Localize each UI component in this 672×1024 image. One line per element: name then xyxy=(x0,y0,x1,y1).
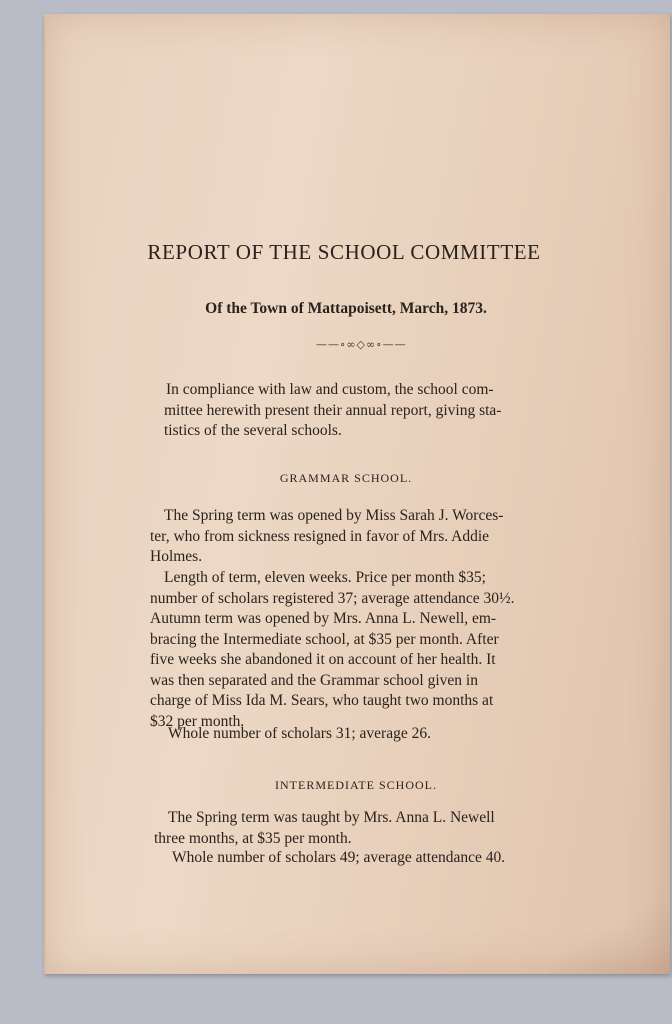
section-heading-grammar: GRAMMAR SCHOOL. xyxy=(279,471,413,485)
text-line: ter, who from sickness resigned in favor of Mrs. Addie xyxy=(150,527,490,545)
intermediate-paragraph xyxy=(154,808,546,849)
document-page xyxy=(44,14,670,974)
grammar-paragraph xyxy=(150,568,542,732)
report-title: REPORT OF THE SCHOOL COMMITTEE xyxy=(147,240,541,264)
grammar-paragraph xyxy=(150,506,542,568)
ornament-divider: ——∘∞◇∞∘—— xyxy=(316,338,407,351)
text-line: three months, at $35 per month. xyxy=(154,829,352,847)
intro-line: mittee herewith present their annual report, giving sta- xyxy=(164,401,502,419)
text-line: charge of Miss Ida M. Sears, who taught two months at xyxy=(150,692,494,709)
grammar-paragraph xyxy=(150,724,542,745)
text-line: five weeks she abandoned it on account of her health. It xyxy=(150,651,496,668)
intro-line: tistics of the several schools. xyxy=(164,422,342,439)
intro-line: In compliance with law and custom, the school com- xyxy=(166,381,494,398)
text-line: Whole number of scholars 49; average attendance 40. xyxy=(172,849,506,866)
text-line: Autumn term was opened by Mrs. Anna L. Newell, em- xyxy=(150,610,497,627)
text-line: was then separated and the Grammar school given in xyxy=(150,671,478,689)
text-line: Holmes. xyxy=(150,548,203,565)
intermediate-paragraph xyxy=(154,848,546,869)
text-line: Whole number of scholars 31; average 26. xyxy=(168,725,431,742)
text-line: The Spring term was taught by Mrs. Anna L. Newell xyxy=(168,809,495,826)
text-line: The Spring term was opened by Miss Sarah J. Worces- xyxy=(164,507,504,524)
report-subtitle: Of the Town of Mattapoisett, March, 1873. xyxy=(205,300,487,317)
text-line: Length of term, eleven weeks. Price per month $35; xyxy=(164,569,486,586)
text-line: $32 per month. xyxy=(150,712,245,730)
section-heading-intermediate: INTERMEDIATE SCHOOL. xyxy=(275,778,437,792)
text-line: number of scholars registered 37; average attendance 30½. xyxy=(150,589,515,607)
text-line: bracing the Intermediate school, at $35 per month. After xyxy=(150,630,499,648)
intro-paragraph xyxy=(164,380,556,442)
